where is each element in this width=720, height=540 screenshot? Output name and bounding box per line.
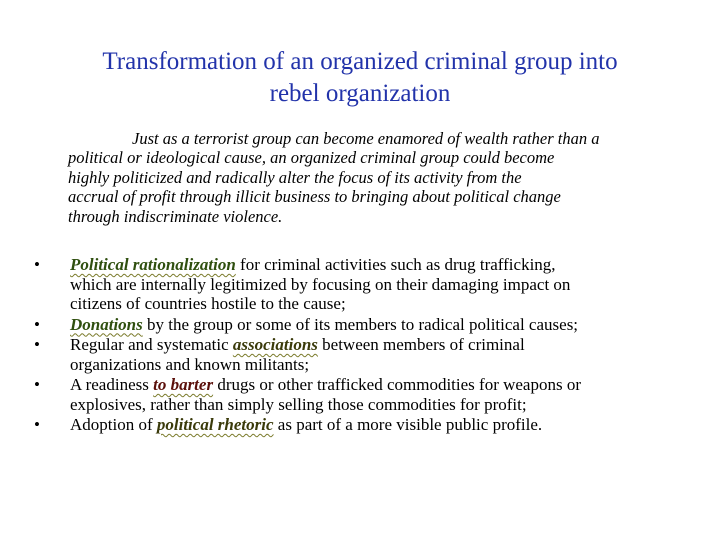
bullet-icon: • xyxy=(34,335,40,354)
title-line-2: rebel organization xyxy=(269,80,451,107)
highlighted-term: to barter xyxy=(153,375,214,394)
list-item xyxy=(0,255,720,314)
highlighted-term: Donations xyxy=(70,314,143,334)
bullet-text: Regular and systematic xyxy=(70,335,233,354)
bullet-text: drugs or other trafficked commodities for weapons or xyxy=(213,375,581,394)
highlighted-term: political rhetoric xyxy=(156,415,274,434)
bullet-text: as part of a more visible public profile. xyxy=(273,415,543,434)
bullet-line xyxy=(70,255,720,275)
bullet-text: for criminal activities such as drug trafficking, xyxy=(235,255,556,274)
bullet-line xyxy=(70,375,720,395)
list-item xyxy=(0,335,720,374)
bullet-icon: • xyxy=(34,314,40,334)
intro-line: accrual of profit through illicit business to bringing about political change xyxy=(68,187,561,207)
bullet-text: by the group or some of its members to radical political causes; xyxy=(142,314,579,334)
list-item xyxy=(0,415,720,435)
list-item xyxy=(0,375,720,414)
intro-line: Just as a terrorist group can become enamored of wealth rather than a xyxy=(132,129,600,148)
bullet-list xyxy=(0,255,720,436)
intro-line: highly politicized and radically alter the focus of its activity from the xyxy=(68,167,522,187)
slide-title xyxy=(60,46,660,110)
bullet-icon: • xyxy=(34,415,40,434)
list-item xyxy=(0,315,720,335)
bullet-line xyxy=(70,335,720,355)
intro-paragraph xyxy=(68,129,688,226)
bullet-line: organizations and known militants; xyxy=(70,354,310,374)
bullet-text: A readiness xyxy=(70,375,154,394)
bullet-text: Adoption of xyxy=(70,415,157,434)
bullet-line: citizens of countries hostile to the cause; xyxy=(70,294,346,313)
bullet-line xyxy=(70,315,720,335)
highlighted-term: associations xyxy=(232,335,318,354)
bullet-icon: • xyxy=(34,255,40,274)
bullet-line xyxy=(70,415,720,435)
title-line-1: Transformation of an organized criminal group into xyxy=(102,48,618,75)
bullet-text: between members of criminal xyxy=(317,335,525,354)
highlighted-term: Political rationalization xyxy=(70,255,236,274)
intro-line: through indiscriminate violence. xyxy=(68,206,283,226)
bullet-line: explosives, rather than simply selling those commodities for profit; xyxy=(70,394,527,414)
intro-line: political or ideological cause, an organized criminal group could become xyxy=(68,148,555,168)
bullet-icon: • xyxy=(34,375,40,394)
bullet-line: which are internally legitimized by focusing on their damaging impact on xyxy=(70,274,571,294)
